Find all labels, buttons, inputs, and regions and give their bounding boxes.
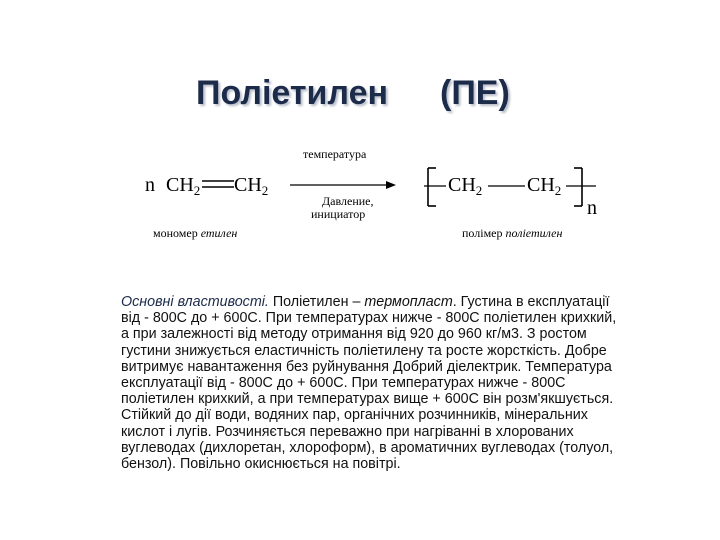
monomer-right-group: $CH_2$	[234, 174, 269, 198]
polymer-left-group: $CH_2$	[448, 174, 483, 198]
properties-term: термопласт	[364, 294, 453, 310]
polymer-subscript-n: n	[587, 197, 597, 219]
monomer-left-group: $CH_2$	[166, 174, 201, 198]
arrow-condition-pressure: Давление,	[322, 194, 374, 208]
properties-paragraph	[121, 294, 621, 472]
monomer-caption: мономер етилен	[153, 226, 238, 240]
properties-lead: Основні властивості.	[121, 294, 269, 310]
coefficient-n: n	[145, 174, 155, 196]
properties-text-2: . Густина в експлуатації від - 800С до + 600С. При температурах нижче - 800С поліетилен крихкий, а при залежності від методу отримання від 920 до 960 кг/м3. З ростом густини знижується еластичність поліетилену та росте жорсткість. Добре витримує навантаження без руйнування Добрий діелектрик. Температура експлуатації від - 800С до + 600С. При температурах нижче - 800С поліетилен крихкий, а при температурах вище + 600С він розм'якшується. Стійкий до дії води, водяних пар, органічних розчинників, мінеральних кислот і лугів. Розчиняється переважно при нагріванні в хлорованих вуглеводах (дихлоретан, хлороформ), в ароматичних вуглеводах (толуол, бензол). Повільно окиснюється на повітрі.	[121, 294, 617, 473]
reaction-arrow	[290, 178, 398, 192]
arrow-condition-temperature: температура	[303, 147, 367, 161]
title-abbreviation: (ПЕ)	[440, 74, 510, 112]
double-bond	[201, 176, 235, 192]
polymer-right-group: $CH_2$	[527, 174, 562, 198]
title-main: Поліетилен	[196, 74, 389, 112]
polymer-caption: полімер поліетилен	[462, 226, 563, 240]
properties-text-1: Поліетилен –	[268, 294, 365, 310]
arrow-condition-initiator: инициатор	[311, 207, 366, 221]
